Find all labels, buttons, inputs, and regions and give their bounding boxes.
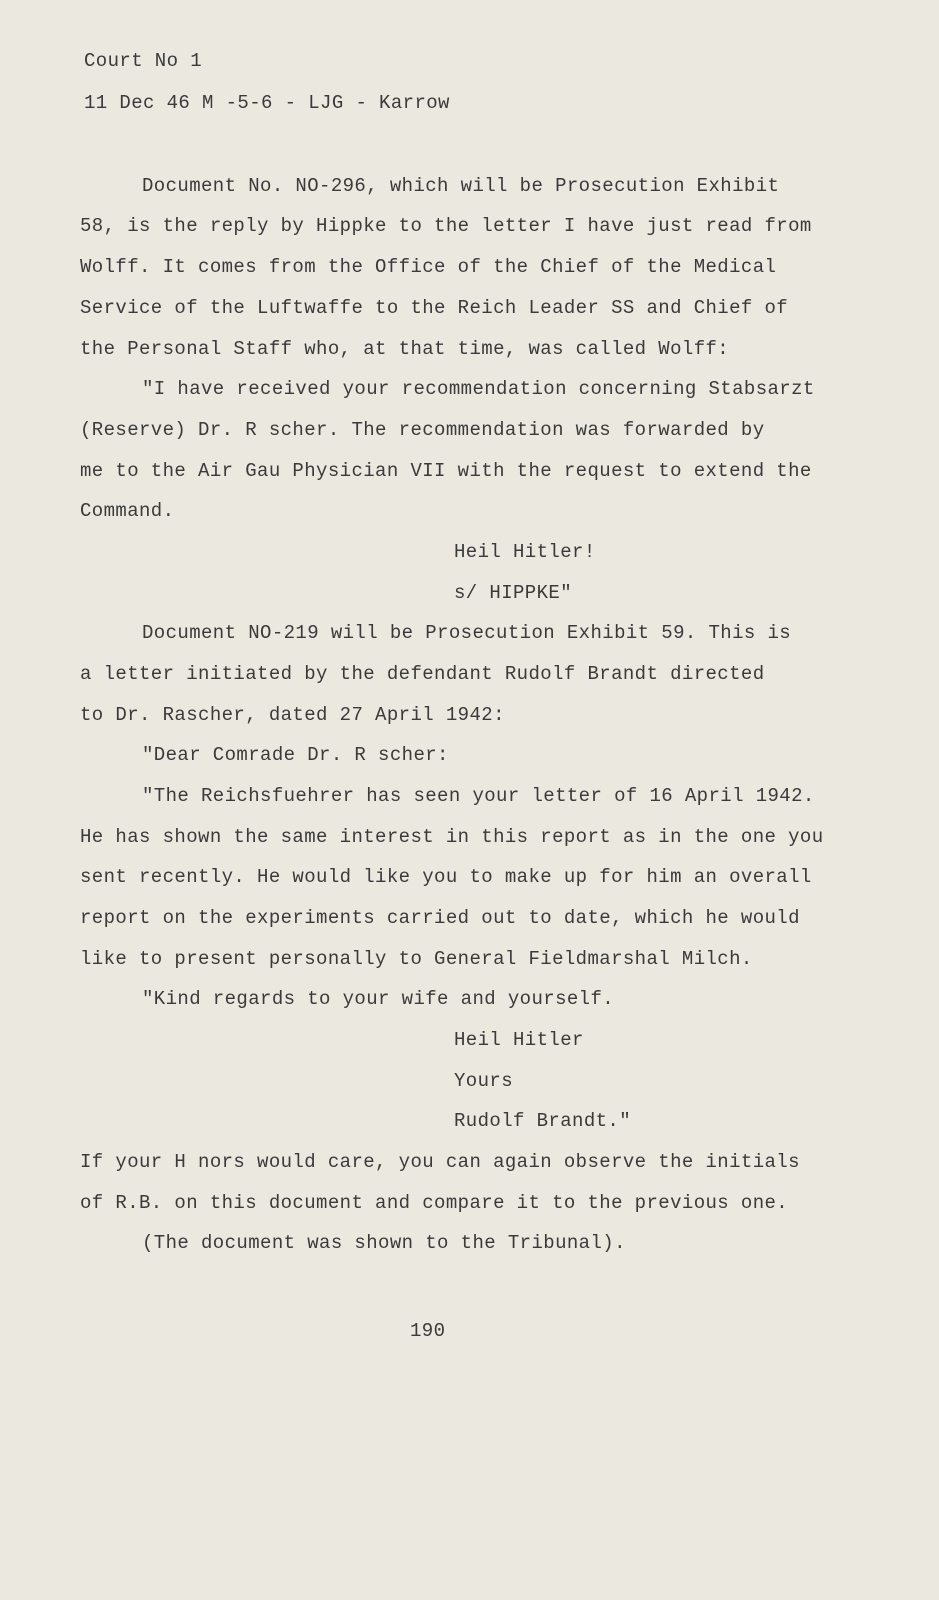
session-line: 11 Dec 46 M -5-6 - LJG - Karrow (84, 92, 450, 114)
text-line: If your H nors would care, you can again observe the initials (80, 1151, 800, 1173)
text-line: Service of the Luftwaffe to the Reich Leader SS and Chief of (80, 297, 789, 319)
text-line: me to the Air Gau Physician VII with the request to extend the (80, 460, 812, 482)
text-line: like to present personally to General Fieldmarshal Milch. (80, 948, 753, 970)
text-line: Document NO-219 will be Prosecution Exhibit 59. This is (142, 622, 792, 644)
text-line: of R.B. on this document and compare it to the previous one. (80, 1192, 789, 1214)
signature-name: Rudolf Brandt." (454, 1110, 632, 1132)
signature-closing: Heil Hitler (454, 1029, 584, 1051)
text-line: Wolff. It comes from the Office of the Chief of the Medical (80, 256, 777, 278)
text-line: "I have received your recommendation concerning Stabsarzt (142, 378, 815, 400)
signature-yours: Yours (454, 1070, 514, 1092)
text-line: a letter initiated by the defendant Rudolf Brandt directed (80, 663, 765, 685)
signature-name: s/ HIPPKE" (454, 582, 573, 604)
page-number: 190 (410, 1320, 446, 1342)
court-label: Court No 1 (84, 50, 203, 72)
text-line: (Reserve) Dr. R scher. The recommendation was forwarded by (80, 419, 765, 441)
text-line: the Personal Staff who, at that time, was called Wolff: (80, 338, 730, 360)
text-line: Command. (80, 500, 175, 522)
text-line: (The document was shown to the Tribunal). (142, 1232, 626, 1254)
text-line: report on the experiments carried out to date, which he would (80, 907, 800, 929)
text-line: sent recently. He would like you to make up for him an overall (80, 866, 812, 888)
text-line: to Dr. Rascher, dated 27 April 1942: (80, 704, 505, 726)
text-line: 58, is the reply by Hippke to the letter I have just read from (80, 215, 812, 237)
text-line: Document No. NO-296, which will be Prosecution Exhibit (142, 175, 780, 197)
text-line: "The Reichsfuehrer has seen your letter of 16 April 1942. (142, 785, 815, 807)
text-line: "Dear Comrade Dr. R scher: (142, 744, 449, 766)
text-line: He has shown the same interest in this report as in the one you (80, 826, 824, 848)
text-line: "Kind regards to your wife and yourself. (142, 988, 615, 1010)
signature-closing: Heil Hitler! (454, 541, 596, 563)
